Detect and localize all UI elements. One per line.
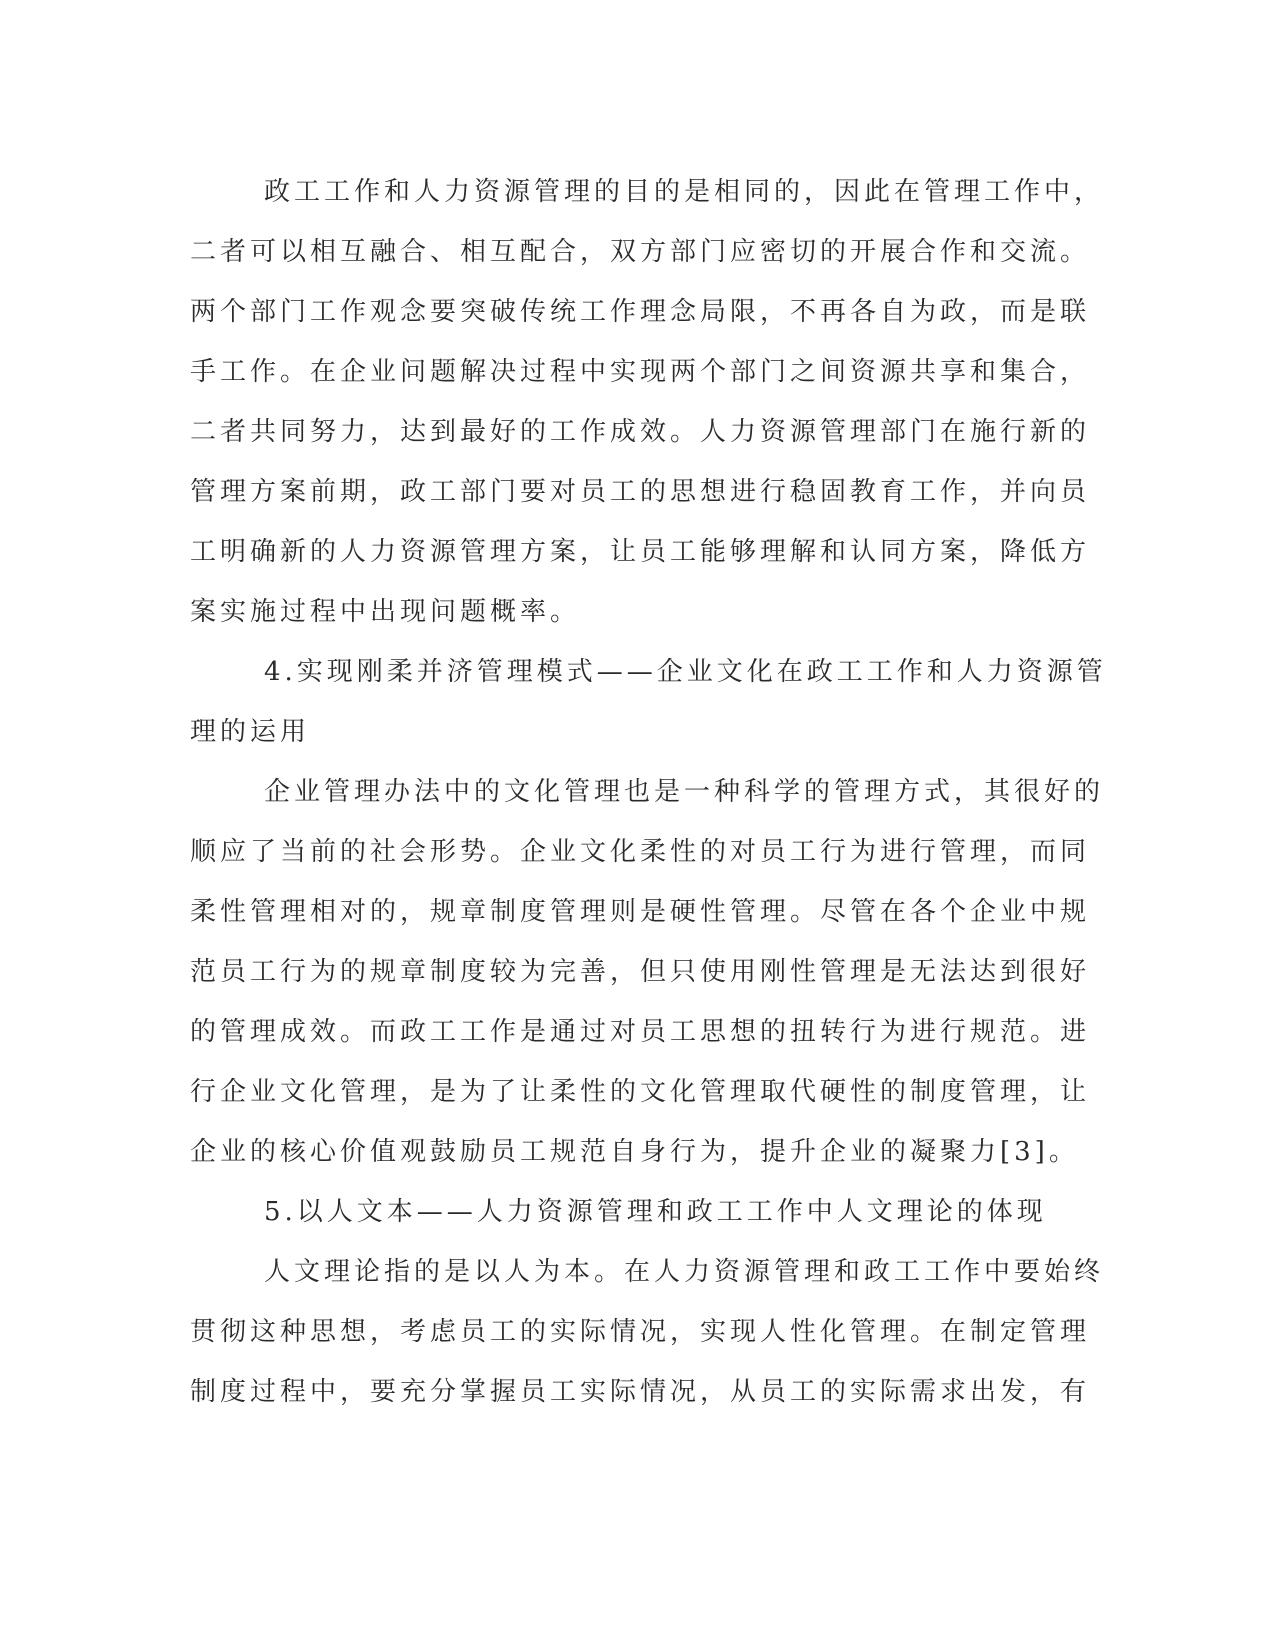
document-body [190,162,1107,1422]
text-line: 柔性管理相对的，规章制度管理则是硬性管理。尽管在各个企业中规 [190,897,1091,927]
text-line: 贯彻这种思想，考虑员工的实际情况，实现人性化管理。在制定管理 [190,1317,1091,1347]
text-line: 制度过程中，要充分掌握员工实际情况，从员工的实际需求出发，有 [190,1377,1091,1407]
text-line: 管理方案前期，政工部门要对员工的思想进行稳固教育工作，并向员 [190,477,1091,507]
text-line: 企业的核心价值观鼓励员工规范自身行为，提升企业的凝聚力[3]。 [190,1137,1079,1167]
text-line: 行企业文化管理，是为了让柔性的文化管理取代硬性的制度管理，让 [190,1077,1091,1107]
text-line: 企业管理办法中的文化管理也是一种科学的管理方式，其很好的 [264,777,1105,807]
text-line: 两个部门工作观念要突破传统工作理念局限，不再各自为政，而是联 [190,297,1091,327]
text-line: 工明确新的人力资源管理方案，让员工能够理解和认同方案，降低方 [190,537,1091,567]
text-line: 顺应了当前的社会形势。企业文化柔性的对员工行为进行管理，而同 [190,837,1091,867]
section-heading-line: 4.实现刚柔并济管理模式——企业文化在政工工作和人力资源管 [264,657,1107,687]
text-line: 案实施过程中出现问题概率。 [190,597,581,627]
text-line: 人文理论指的是以人为本。在人力资源管理和政工工作中要始终 [264,1257,1105,1287]
section-heading-line: 5.以人文本——人力资源管理和政工工作中人文理论的体现 [264,1197,1047,1227]
text-line: 范员工行为的规章制度较为完善，但只使用刚性管理是无法达到很好 [190,957,1091,987]
text-line: 手工作。在企业问题解决过程中实现两个部门之间资源共享和集合， [190,357,1091,387]
text-line: 的管理成效。而政工工作是通过对员工思想的扭转行为进行规范。进 [190,1017,1091,1047]
text-line: 二者可以相互融合、相互配合，双方部门应密切的开展合作和交流。 [190,237,1091,267]
text-line: 政工工作和人力资源管理的目的是相同的，因此在管理工作中， [264,177,1105,207]
text-line: 二者共同努力，达到最好的工作成效。人力资源管理部门在施行新的 [190,417,1091,447]
section-heading-line: 理的运用 [190,717,311,747]
